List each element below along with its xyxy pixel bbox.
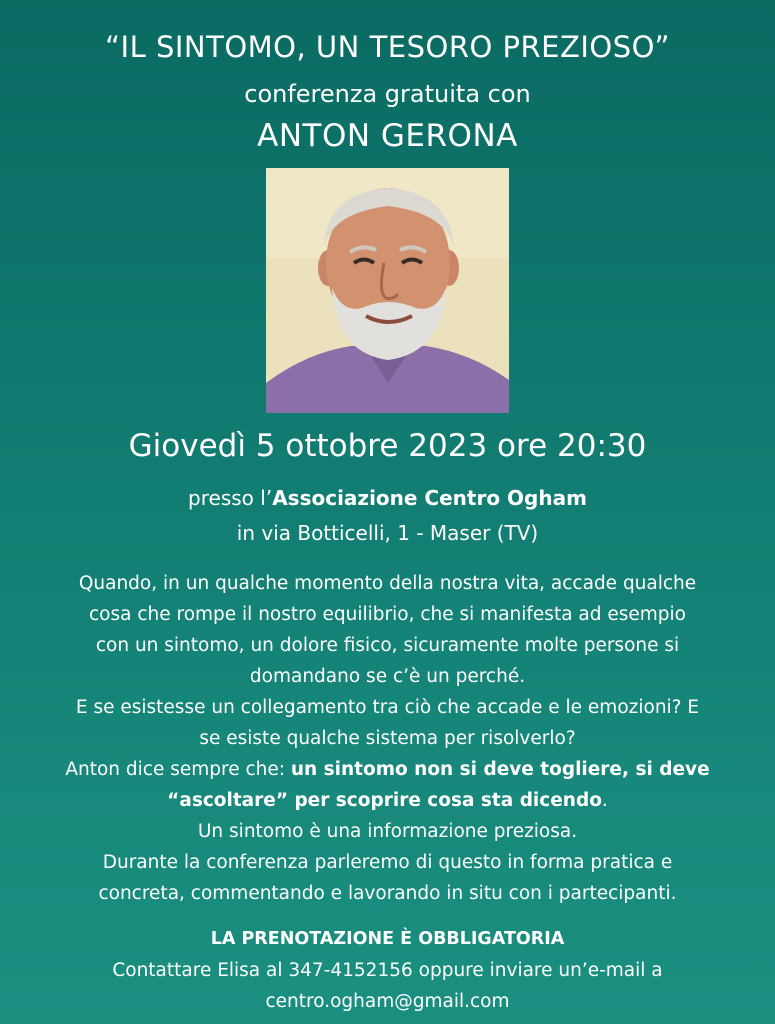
- description-line: cosa che rompe il nostro equilibrio, che si manifesta ad esempio: [88, 604, 686, 625]
- description-line: [30, 785, 745, 816]
- description-line: domandano se c’è un perché.: [249, 666, 526, 687]
- event-date: Giovedì 5 ottobre 2023 ore 20:30: [128, 428, 647, 464]
- speaker-name: ANTON GERONA: [257, 118, 518, 154]
- quote-emphasis: “ascoltare” per scoprire cosa sta dicendo: [167, 790, 602, 811]
- description-line: [30, 754, 745, 785]
- description-line: Quando, in un qualche momento della nostra vita, accade qualche: [78, 573, 697, 594]
- quote-intro: Anton dice sempre che:: [65, 759, 291, 780]
- description-line: concreta, commentando e lavorando in situ con i partecipanti.: [98, 883, 677, 904]
- event-title: “IL SINTOMO, UN TESORO PREZIOSO”: [105, 30, 670, 64]
- venue-address: in via Botticelli, 1 - Maser (TV): [236, 521, 539, 545]
- booking-notice: LA PRENOTAZIONE È OBBLIGATORIA: [210, 929, 565, 949]
- speaker-photo: [266, 168, 509, 413]
- event-subtitle: conferenza gratuita con: [244, 80, 531, 108]
- description-line: con un sintomo, un dolore fisico, sicuramente molte persone si: [95, 635, 680, 656]
- contact-email[interactable]: centro.ogham@gmail.com: [265, 991, 510, 1012]
- description: [30, 568, 745, 909]
- quote-end: .: [601, 790, 608, 811]
- venue-name: Associazione Centro Ogham: [272, 486, 587, 510]
- venue-line: [0, 486, 775, 510]
- venue-prefix: presso l’: [188, 486, 273, 510]
- speaker-portrait-image: [266, 168, 509, 413]
- description-line: se esiste qualche sistema per risolverlo?: [199, 728, 576, 749]
- description-line: E se esistesse un collegamento tra ciò che accade e le emozioni? E: [75, 697, 700, 718]
- contact-line: Contattare Elisa al 347-4152156 oppure inviare un’e-mail a: [112, 960, 663, 981]
- quote-emphasis: un sintomo non si deve togliere, si deve: [290, 759, 710, 780]
- description-line: Durante la conferenza parleremo di questo in forma pratica e: [102, 852, 673, 873]
- description-line: Un sintomo è una informazione preziosa.: [197, 821, 578, 842]
